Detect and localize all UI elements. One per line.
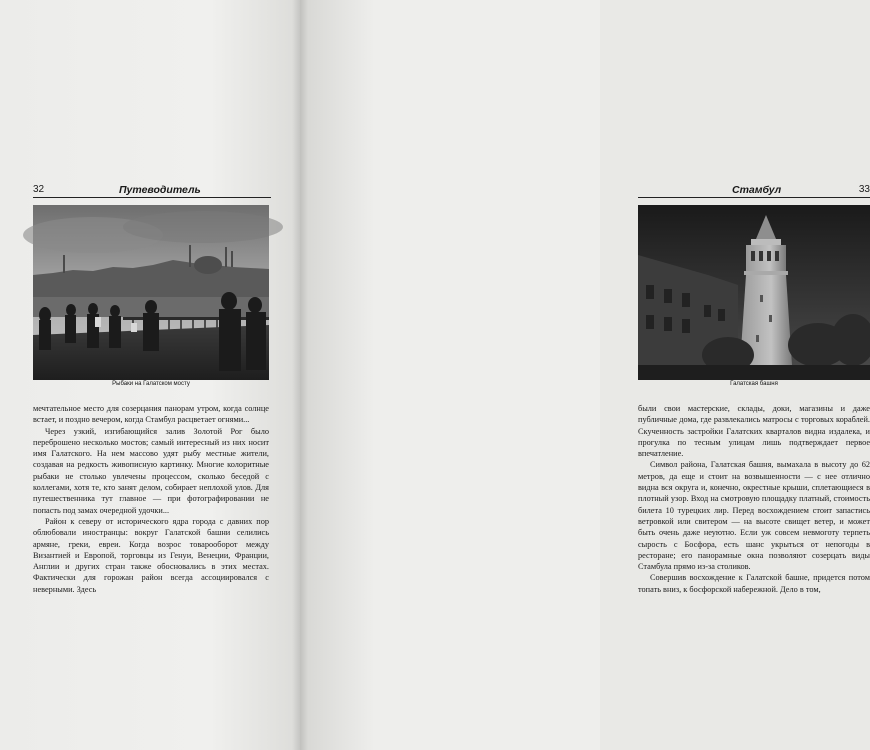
left-page [0,0,300,750]
page-number-right: 33 [858,184,870,195]
book-gutter [292,0,308,750]
body-text-left [33,403,269,595]
paragraph: Через узкий, изгибающийся залив Золотой Рог было переброшено несколько мостов; самый интересный из них носит имя Галатского. На нем массово удят рыбу местные жители, создавая на редкость живописную картинку. Многие колоритные рыбаки не столько увлечены процессом, сколько беседой с коллегами, хотя те, кто занят делом, собирает неплохой улов. Для путешественника тут главное — при фотографировании не попасть под замах очередной удочки... [33,426,269,515]
running-head-left [33,183,271,198]
galata-bridge-photo [33,205,269,380]
paragraph: Символ района, Галатская башня, вымахала в высоту до 62 метров, да еще и стоит на возвышенности — с нее отлично видна вся округа и, конечно, окрестные крыши, сплетающиеся в плотный узор. Вход на смотровую площадку платный, стоимость билета 10 турецких лир. Перед восхождением стоит запастись ветровкой или свитером — на высоте свищет ветер, и может быть очень даже неуютно. Если уж совсем невмоготу терпеть сырость с Босфора, есть шанс укрыться от непогоды в ресторане; его панорамные окна позволяют созерцать виды Стамбула прямо из-за столиков. [638,460,870,572]
paragraph: Совершив восхождение к Галатской башне, придется потом топать вниз, к босфорской набережной. Дело в том, [638,573,870,594]
photo-caption-left: Рыбаки на Галатском мосту [112,381,190,387]
running-title-left: Путеводитель [119,184,201,196]
paragraph: были свои мастерские, склады, доки, магазины и даже публичные дома, где развлекались матросы с торговых кораблей. Скученность застройки Галатских кварталов видна издалека, и прогулка по тесным улицам лишь подтверждает первое впечатление. [638,404,870,459]
right-page [300,0,870,750]
page-number-left: 32 [33,184,45,195]
body-text-right [638,403,870,595]
paragraph: мечтательное место для созерцания панорам утром, когда солнце встает, и поздно вечером, когда Стамбул расцветает огнями... [33,404,269,425]
photo-caption-right: Галатская башня [730,381,778,387]
galata-tower-photo [638,205,870,380]
running-title-right: Стамбул [732,184,782,196]
paragraph: Район к северу от исторического ядра города с давних пор облюбовали иностранцы: вокруг Галатской башни селились армяне, греки, евреи. Когда возрос товарооборот между Византией и Европой, торговцы из Генуи, Венеции, Франции, Англии и других стран также обосновались в этих местах. Фактически для горожан район всегда ассоциировался с неверными. Здесь [33,516,269,594]
running-head-right [638,183,870,198]
